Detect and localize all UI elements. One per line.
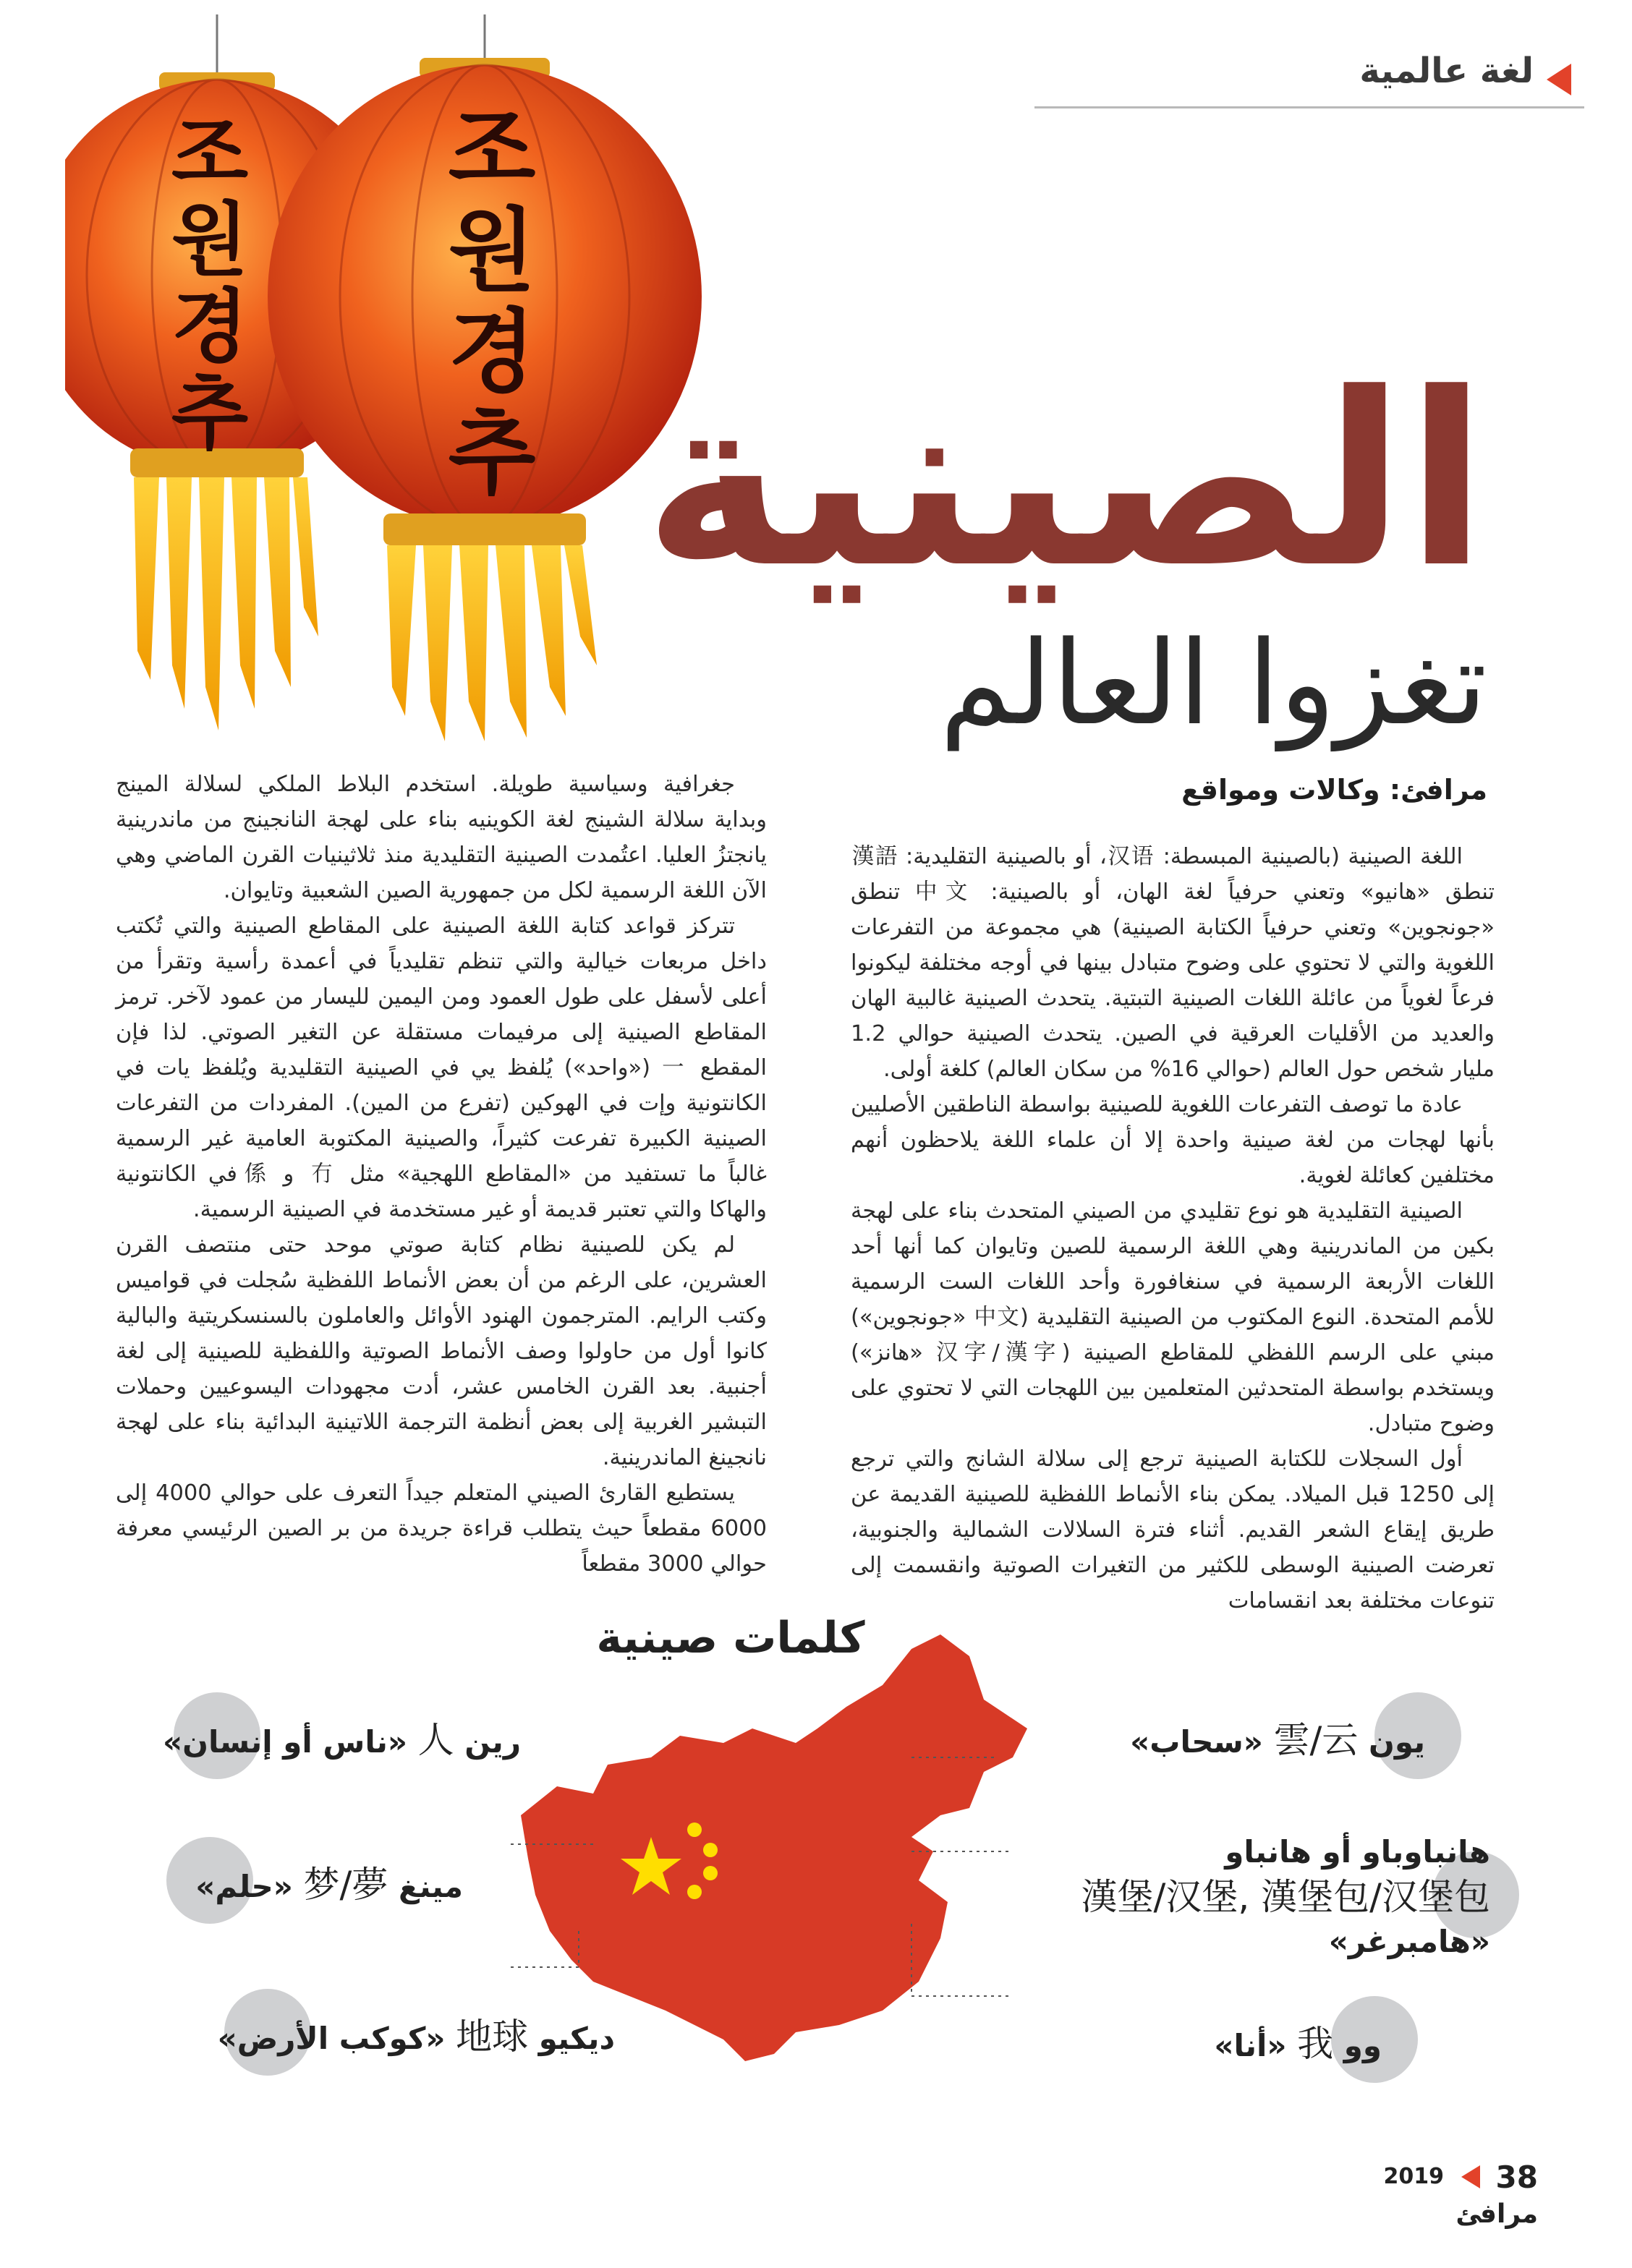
article-column-left <box>116 767 767 1582</box>
word-text <box>195 1856 463 1908</box>
left-glyph-4: 추 <box>171 367 249 460</box>
right-glyph-3: 경 <box>448 300 536 405</box>
word-meaning: «حلم» <box>195 1869 293 1904</box>
magazine-name: مرافئ <box>1455 2199 1538 2229</box>
issue-year: 2019 <box>1383 2164 1444 2189</box>
word-meaning: «أنا» <box>1214 2028 1287 2063</box>
word-item-wo <box>1186 1996 1418 2083</box>
footer-arrow-icon <box>1461 2165 1480 2188</box>
right-glyph-2: 원 <box>448 199 536 304</box>
word-text <box>1130 1711 1425 1763</box>
section-arrow-icon <box>1547 64 1571 95</box>
paragraph: لم يكن للصينية نظام كتابة صوتي موحد حتى منتصف القرن العشرين، على الرغم من أن بعض الأنماط اللفظية سُجلت في قواميس وكتب الرايم. المترجمون الهنود الأوائل والعاملون بالسنسكريتية والبالية كانوا أول من حاولوا وصف الأنماط الصوتية واللفظية للصينية إلى لغة أجنبية. بعد القرن الخامس عشر، أدت مجهودات اليسوعيين وحملات التبشير الغربية إلى بعض أنظمة الترجمة اللاتينية البدائية بناء على لهجة نانجينغ الماندرينية. <box>116 1232 767 1470</box>
page-number: 38 <box>1495 2160 1538 2195</box>
word-hanzi: 梦/夢 <box>303 1864 388 1906</box>
small-star-icon <box>703 1843 718 1857</box>
word-hanzi: 人 <box>417 1719 454 1761</box>
paragraph: أول السجلات للكتابة الصينية ترجع إلى سلالة الشانج والتي ترجع إلى 1250 قبل الميلاد. يمكن بناء الأنماط اللفظية للصينية القديمة عن طريق إيقاع الشعر القديم. أثناء فترة السلالات الشمالية والجنوبية، تعرضت الصينية الوسطى للكثير من التغيرات الصوتية وانقسمت إلى تنوعات مختلفة بعد انقسامات <box>851 1446 1495 1613</box>
article-column-right <box>851 839 1495 1619</box>
paragraph: يستطيع القارئ الصيني المتعلم جيداً التعرف على حوالي 4000 إلى 6000 مقطعاً حيث يتطلب قراءة جريدة من بر الصين الرئيسي معرفة حوالي 3000 مقطعاً <box>116 1480 767 1577</box>
word-hanzi: 地球 <box>456 2016 529 2058</box>
word-item-ren <box>162 1692 535 1779</box>
article-title: الصينية <box>643 342 1487 620</box>
paragraph: عادة ما توصف التفرعات اللغوية للصينية بواسطة الناطقين الأصليين بأنها لهجات من لغة صينية واحدة إلا أن علماء اللغة يلاحظون أنهم مختلفين كعائلة لغوية. <box>851 1092 1495 1188</box>
right-glyph-4: 추 <box>448 401 536 506</box>
word-meaning: «ناس أو إنسان» <box>162 1724 407 1760</box>
paragraph: الصينية التقليدية هو نوع تقليدي من الصيني المتحدث بناء على لهجة بكين من الماندرينية وهي اللغة الرسمية للصين وتايوان كما أنها أحد اللغات الأربعة الرسمية في سنغافورة وأحد اللغات الست الرسمية للأمم المتحدة. النوع المكتوب من الصينية التقليدية (中文 «جونجوين») مبني على الرسم اللفظي للمقاطع الصينية (汉字/漢字 «هانز») ويستخدم بواسطة المتحدثين المتعلمين بين اللهجات التي لا تحتوي على وضوح متبادل. <box>851 1198 1495 1436</box>
word-meaning: «كوكب الأرض» <box>217 2021 446 2056</box>
word-text <box>1081 1830 1490 1964</box>
small-star-icon <box>703 1866 718 1880</box>
paragraph: جغرافية وسياسية طويلة. استخدم البلاط الملكي لسلالة المينج وبداية سلالة الشينج لغة الكوينيه بناء على لهجة النانجينج من ماندرينية يانجتزُ العليا. اعتُمدت الصينية التقليدية منذ ثلاثينيات القرن الماضي وهي الآن اللغة الرسمية لكل من جمهورية الصين الشعبية وتايوان. <box>116 772 767 903</box>
word-item-diqiu <box>217 1989 629 2076</box>
word-pron: وو <box>1343 2028 1382 2063</box>
right-lantern <box>268 58 702 741</box>
right-glyph-1: 조 <box>448 98 536 202</box>
word-hanzi: 漢堡/汉堡, 漢堡包/汉堡包 <box>1081 1876 1490 1918</box>
word-item-meng <box>166 1837 477 1924</box>
word-pron: يون <box>1369 1724 1425 1760</box>
left-glyph-3: 경 <box>171 281 249 373</box>
article-subtitle: تغزوا العالم <box>940 615 1487 751</box>
word-item-hanbao <box>1071 1834 1519 1967</box>
left-glyph-1: 조 <box>171 107 249 200</box>
paragraph: اللغة الصينية (بالصينية المبسطة: 汉语، أو بالصينية التقليدية: 漢語 تنطق «هانيو» وتعني حرفياً لغة الهان، أو بالصينية: 中文 تنطق «جونجوين» وتعني حرفياً الكتابة الصينية) هي مجموعة من التفرعات اللغوية والتي لا تحتوي على وضوح متبادل بينها في أوجه مختلفة ليكونوا فرعاً لغوياً من عائلة اللغات الصينية التبتية. يتحدث الصينية غالبية الهان والعديد من الأقليات العرقية في الصين. يتحدث الصينية حوالي 1.2 مليار شخص حول العالم (حوالي 16% من سكان العالم) كلغة أولى. <box>851 844 1495 1082</box>
word-pron: هانباوباو أو هانباو <box>1225 1834 1490 1870</box>
word-text <box>1214 2015 1382 2067</box>
word-pron: مينغ <box>399 1869 463 1904</box>
word-text <box>163 1711 521 1763</box>
word-pron: ديكيو <box>538 2021 615 2056</box>
small-star-icon <box>687 1822 702 1837</box>
small-star-icon <box>687 1885 702 1899</box>
page-footer <box>1292 2160 1538 2229</box>
word-text <box>218 2008 615 2060</box>
word-item-yun <box>1130 1692 1461 1779</box>
word-meaning: «هامبرغر» <box>1328 1924 1490 1959</box>
section-label: لغة عالمية <box>1359 51 1534 91</box>
section-header <box>1034 51 1584 113</box>
left-glyph-2: 원 <box>171 194 249 286</box>
section-rule <box>1034 106 1584 108</box>
word-meaning: «سحاب» <box>1130 1724 1263 1760</box>
chinese-words-title: كلمات صينية <box>596 1613 865 1663</box>
byline: مرافئ: وكالات ومواقع <box>1181 774 1487 806</box>
word-hanzi: 我 <box>1297 2023 1334 2065</box>
word-hanzi: 雲/云 <box>1273 1719 1359 1761</box>
paragraph: تتركز قواعد كتابة اللغة الصينية على المقاطع الصينية والتي تُكتب داخل مربعات خيالية والتي تنظم تقليدياً في أعمدة رأسية وتقرأ من أعلى لأسفل على طول العمود ومن اليمين لليسار من عمود لآخر. ترمز المقاطع الصينية إلى مرفيمات مستقلة عن التغير الصوتي. لذا فإن المقطع 一 («واحد») يُلفظ يي في الصينية التقليدية ويُلفظ يات في الكانتونية وإت في الهوكين (تفرع من المين). المفردات من التفرعات الصينية الكبيرة تفرعت كثيراً، والصينية المكتوبة العامية غير الرسمية غالباً ما تستفيد من «المقاطع اللهجية» مثل 冇 و 係 في الكانتونية والهاكا والتي تعتبر قديمة أو غير مستخدمة في الصينية الرسمية. <box>116 913 768 1222</box>
word-pron: رين <box>464 1724 521 1760</box>
